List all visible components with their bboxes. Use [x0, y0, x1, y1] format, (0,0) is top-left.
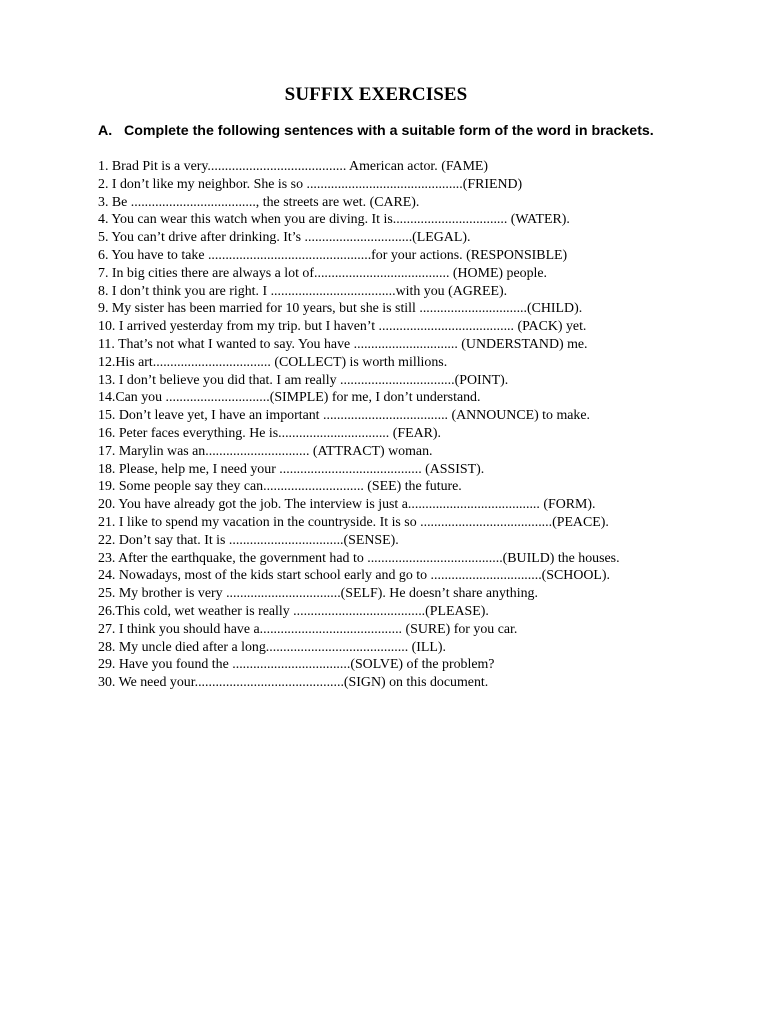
exercise-sentence: 14.Can you ..............................(SIMPLE) for me, I don’t understand.	[98, 390, 481, 406]
exercise-sentence: 15. Don’t leave yet, I have an important .................................... (ANNOUNCE) to make.	[98, 408, 590, 424]
exercise-sentence: 20. You have already got the job. The interview is just a...................................... (FORM).	[98, 497, 596, 513]
exercise-sentence: 27. I think you should have a......................................... (SURE) for you car.	[98, 621, 518, 637]
exercise-sentence: 23. After the earthquake, the government had to .......................................(BUILD) the houses.	[98, 550, 620, 566]
exercise-sentence: 7. In big cities there are always a lot of....................................... (HOME) people.	[98, 265, 548, 281]
exercise-sentence: 28. My uncle died after a long......................................... (ILL).	[98, 639, 446, 655]
exercise-sentence: 10. I arrived yesterday from my trip. but I haven’t ....................................... (PACK) yet.	[98, 319, 587, 335]
exercise-sentence: 2. I don’t like my neighbor. She is so .............................................(FRIEND)	[98, 176, 523, 192]
exercise-sentence: 17. Marylin was an.............................. (ATTRACT) woman.	[98, 443, 433, 459]
section-instruction	[98, 122, 738, 140]
exercise-sentence: 18. Please, help me, I need your ......................................... (ASSIST).	[98, 461, 485, 477]
exercise-sentence: 26.This cold, wet weather is really ......................................(PLEASE).	[98, 603, 489, 619]
exercise-sentence: 30. We need your...........................................(SIGN) on this document.	[98, 675, 489, 691]
exercise-sentence: 5. You can’t drive after drinking. It’s ...............................(LEGAL).	[98, 230, 471, 246]
exercise-sentence: 8. I don’t think you are right. I ....................................with you (AGREE).	[98, 283, 508, 299]
exercise-sentence: 12.His art.................................. (COLLECT) is worth millions.	[98, 354, 448, 370]
exercise-sentence: 4. You can wear this watch when you are diving. It is................................. (WATER).	[98, 212, 570, 228]
worksheet-title: SUFFIX EXERCISES	[284, 84, 468, 105]
exercise-sentence: 25. My brother is very .................................(SELF). He doesn’t share anything.	[98, 586, 538, 602]
exercise-sentence: 6. You have to take ...............................................for your actions. (RESPONSIBLE)	[98, 247, 568, 263]
exercise-sentence: 22. Don’t say that. It is .................................(SENSE).	[98, 532, 399, 548]
section-instruction-text: Complete the following sentences with a suitable form of the word in brackets.	[124, 123, 654, 139]
exercise-list	[98, 158, 738, 692]
exercise-sentence: 3. Be ...................................., the streets are wet. (CARE).	[98, 194, 420, 210]
exercise-sentence: 24. Nowadays, most of the kids start school early and go to ................................(SCHOOL).	[98, 568, 610, 584]
exercise-sentence: 21. I like to spend my vacation in the countryside. It is so ......................................(PEACE).	[98, 514, 609, 530]
exercise-sentence: 9. My sister has been married for 10 years, but she is still ...............................(CHILD).	[98, 301, 583, 317]
exercise-sentence: 11. That’s not what I wanted to say. You have .............................. (UNDERSTAND) me.	[98, 336, 588, 352]
exercise-sentence: 29. Have you found the ..................................(SOLVE) of the problem?	[98, 657, 495, 673]
exercise-sentence: 16. Peter faces everything. He is................................ (FEAR).	[98, 425, 441, 441]
exercise-sentence: 19. Some people say they can............................. (SEE) the future.	[98, 479, 462, 495]
exercise-sentence: 1. Brad Pit is a very........................................ American actor. (FAME)	[98, 159, 489, 174]
exercise-sentence: 13. I don’t believe you did that. I am really .................................(POINT).	[98, 372, 509, 388]
section-label: A.	[98, 123, 113, 139]
